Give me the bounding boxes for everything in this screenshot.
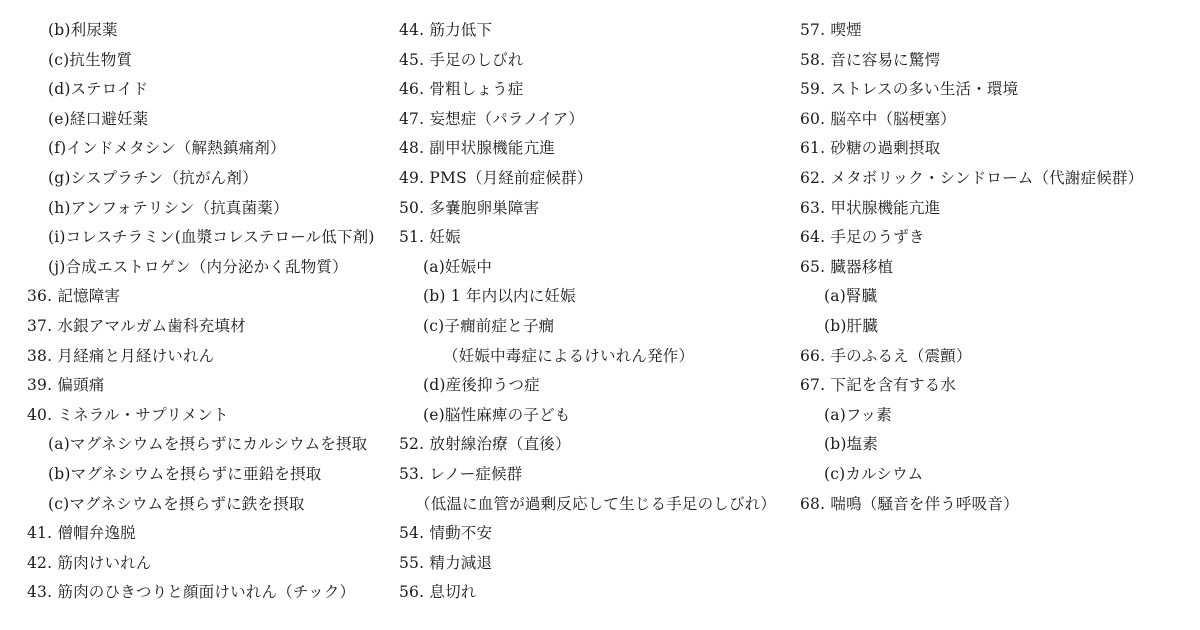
list-item: 41. 僧帽弁逸脱 (27, 524, 136, 543)
list-item: 67. 下記を含有する水 (800, 376, 956, 395)
list-item: 42. 筋肉けいれん (27, 553, 152, 572)
list-item: 64. 手足のうずき (800, 228, 925, 247)
list-item: (c)抗生物質 (48, 50, 133, 69)
list-item: 55. 精力減退 (399, 553, 493, 572)
list-item: (a)フッ素 (824, 405, 892, 424)
list-item: 40. ミネラル・サプリメント (27, 405, 229, 424)
list-item: 46. 骨粗しょう症 (399, 80, 524, 99)
list-column-3 (800, 16, 1195, 519)
list-item: 37. 水銀アマルガム歯科充填材 (27, 316, 246, 335)
list-item: 68. 喘鳴（騒音を伴う呼吸音） (800, 494, 1019, 513)
list-item: 36. 記憶障害 (27, 287, 121, 306)
list-item: 43. 筋肉のひきつりと顔面けいれん（チック） (27, 583, 356, 602)
list-item: 63. 甲状腺機能亢進 (800, 198, 941, 217)
list-item: 48. 副甲状腺機能亢進 (399, 139, 555, 158)
list-item: (a)腎臓 (824, 287, 878, 306)
list-item: （妊娠中毒症によるけいれん発作） (443, 346, 695, 365)
list-column-2 (399, 16, 799, 608)
list-item: 62. メタボリック・シンドローム（代謝症候群） (800, 168, 1144, 187)
list-item: 56. 息切れ (399, 583, 477, 602)
list-item: 57. 喫煙 (800, 21, 862, 39)
list-item: 58. 音に容易に驚愕 (800, 50, 941, 69)
list-item: (b) 1 年内以内に妊娠 (423, 287, 576, 306)
list-item: 61. 砂糖の過剰摂取 (800, 139, 941, 158)
list-item: (c)カルシウム (824, 464, 924, 483)
list-item: (e)脳性麻痺の子ども (423, 405, 571, 424)
list-item: 52. 放射線治療（直後） (399, 435, 571, 454)
list-item: (d)産後抑うつ症 (423, 376, 540, 395)
list-item: 53. レノー症候群 (399, 464, 523, 483)
list-column-1 (27, 16, 397, 608)
list-item: (i)コレスチラミン(血漿コレステロール低下剤) (48, 228, 375, 247)
list-item: 50. 多嚢胞卵巣障害 (399, 198, 540, 217)
list-item: (b)塩素 (824, 435, 879, 454)
list-item: 39. 偏頭痛 (27, 376, 105, 395)
list-item: (a)マグネシウムを摂らずにカルシウムを摂取 (48, 435, 368, 454)
list-item: (c)マグネシウムを摂らずに鉄を摂取 (48, 494, 305, 513)
list-item: (c)子癇前症と子癇 (423, 316, 555, 335)
list-item: (b)肝臓 (824, 316, 879, 335)
list-item: (g)シスプラチン（抗がん剤） (48, 168, 258, 187)
list-item: (e)経口避妊薬 (48, 109, 149, 128)
list-item: 38. 月経痛と月経けいれん (27, 346, 215, 365)
list-item: 54. 情動不安 (399, 524, 493, 543)
list-item: (f)インドメタシン（解熱鎮痛剤） (48, 139, 286, 158)
list-item: (b)利尿薬 (48, 21, 118, 39)
list-item: 66. 手のふるえ（震顫） (800, 346, 972, 365)
list-item: （低温に血管が過剰反応して生じる手足のしびれ） (415, 494, 777, 513)
list-item: (d)ステロイド (48, 80, 149, 99)
list-item: 65. 臓器移植 (800, 257, 894, 276)
list-item: (b)マグネシウムを摂らずに亜鉛を摂取 (48, 464, 322, 483)
list-item: 51. 妊娠 (399, 228, 461, 247)
list-item: 59. ストレスの多い生活・環境 (800, 80, 1019, 99)
list-item: 44. 筋力低下 (399, 21, 493, 39)
list-item: (a)妊娠中 (423, 257, 493, 276)
list-item: 47. 妄想症（パラノイア） (399, 109, 585, 128)
list-item: (h)アンフォテリシン（抗真菌薬） (48, 198, 289, 217)
list-item: 60. 脳卒中（脳梗塞） (800, 109, 956, 128)
list-item: 49. PMS（月経前症候群） (399, 168, 593, 187)
list-item: (j)合成エストロゲン（内分泌かく乱物質） (48, 257, 348, 276)
list-item: 45. 手足のしびれ (399, 50, 524, 69)
